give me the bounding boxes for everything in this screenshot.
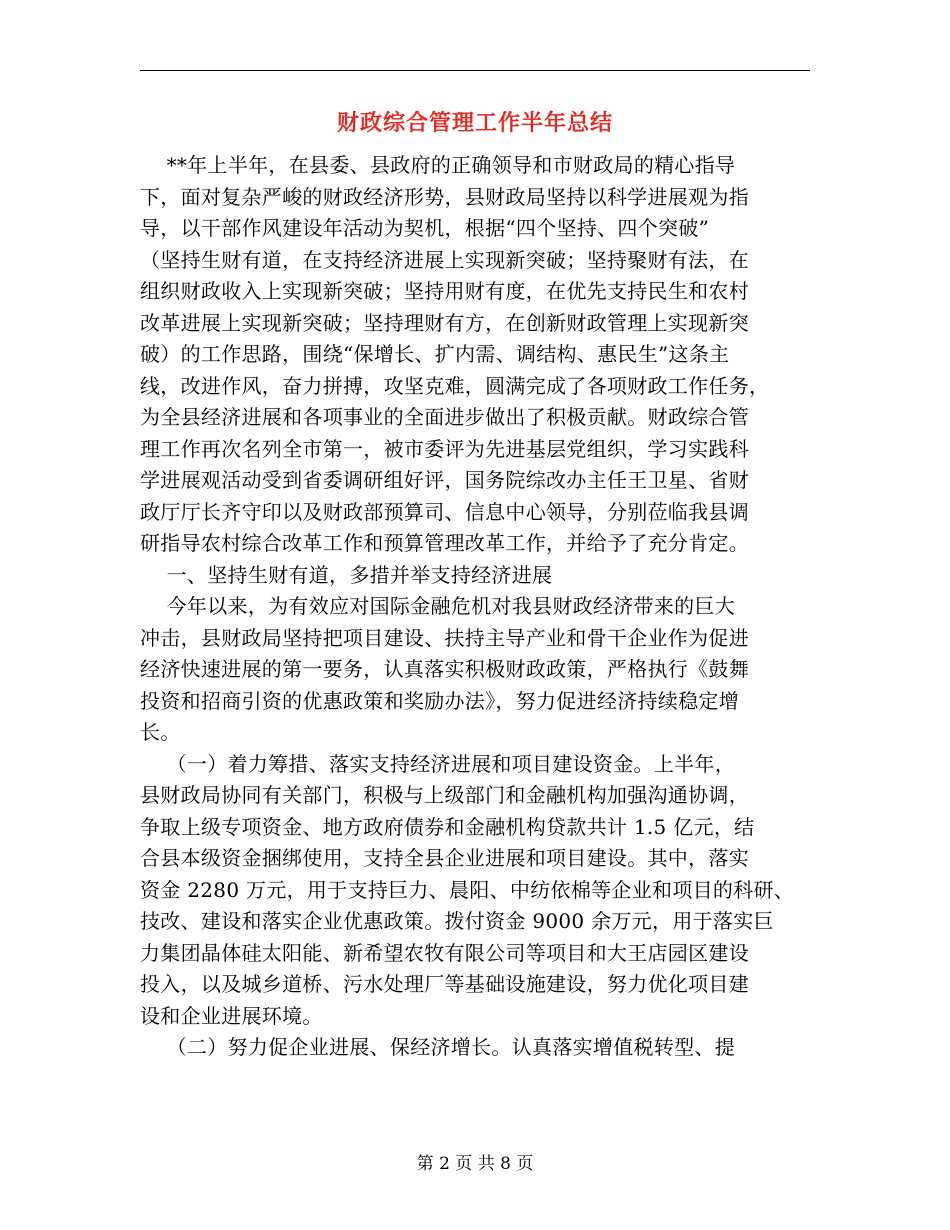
body-line: 争取上级专项资金、地方政府债券和金融机构贷款共计 1.5 亿元，结: [140, 814, 755, 839]
document-title: 财政综合管理工作半年总结: [336, 110, 613, 136]
body-line: 破）的工作思路，围绕“保增长、扩内需、调结构、惠民生”这条主: [140, 342, 730, 366]
body-line: 力集团晶体硅太阳能、新希望农牧有限公司等项目和大王店园区建设: [140, 940, 749, 965]
body-line: 冲击，县财政局坚持把项目建设、扶持主导产业和骨干企业作为促进: [140, 625, 749, 650]
body-line: 资金 2280 万元，用于支持巨力、晨阳、中纺依棉等企业和项目的科研、: [140, 877, 795, 902]
body-line: 为全县经济进展和各项事业的全面进步做出了积极贡献。财政综合管: [140, 405, 749, 429]
body-line: 设和企业进展环境。: [140, 1003, 323, 1028]
body-line: 今年以来，为有效应对国际金融危机对我县财政经济带来的巨大: [140, 594, 736, 618]
body-line: 学进展观活动受到省委调研组好评，国务院综改办主任王卫星、省财: [140, 468, 749, 492]
body-line: 技改、建设和落实企业优惠政策。拨付资金 9000 余万元，用于落实巨: [140, 909, 774, 933]
header-rule: [140, 70, 810, 71]
body-line: 组织财政收入上实现新突破；坚持用财有度，在优先支持民生和农村: [140, 279, 749, 303]
body-line: 下，面对复杂严峻的财政经济形势，县财政局坚持以科学进展观为指: [140, 184, 749, 209]
body-line: （二）努力促企业进展、保经济增长。认真落实增值税转型、提: [140, 1035, 736, 1059]
body-line: 投入，以及城乡道桥、污水处理厂等基础设施建设，努力优化项目建: [140, 972, 749, 996]
body-line: 政厅厅长齐守印以及财政部预算司、信息中心领导，分别莅临我县调: [140, 499, 749, 524]
body-line: 长。: [140, 720, 181, 744]
body-line: （坚持生财有道，在支持经济进展上实现新突破；坚持聚财有法，在: [140, 247, 749, 272]
body-line: 导，以干部作风建设年活动为契机，根据“四个坚持、四个突破”: [140, 216, 710, 240]
body-line: 投资和招商引资的优惠政策和奖励办法》，努力促进经济持续稳定增: [140, 688, 739, 713]
page-footer: 第 2 页 共 8 页: [416, 1154, 534, 1174]
body-line: （一）着力筹措、落实支持经济进展和项目建设资金。上半年，: [140, 751, 736, 776]
body-line: 改革进展上实现新突破；坚持理财有方，在创新财政管理上实现新突: [140, 310, 749, 335]
body-line: 理工作再次名列全市第一，被市委评为先进基层党组织，学习实践科: [140, 436, 749, 461]
body-line: 合县本级资金捆绑使用，支持全县企业进展和项目建设。其中，落实: [140, 846, 749, 870]
body-line: 经济快速进展的第一要务，认真落实积极财政政策，严格执行《鼓舞: [140, 657, 749, 681]
body-line: **年上半年，在县委、县政府的正确领导和市财政局的精心指导: [140, 153, 736, 177]
body-line: 县财政局协同有关部门，积极与上级部门和金融机构加强沟通协调，: [140, 783, 749, 807]
body-line: 一、坚持生财有道，多措并举支持经济进展: [140, 562, 553, 587]
body-line: 研指导农村综合改革工作和预算管理改革工作，并给予了充分肯定。: [140, 531, 749, 555]
body-line: 线，改进作风，奋力拼搏，攻坚克难，圆满完成了各项财政工作任务，: [140, 373, 770, 398]
